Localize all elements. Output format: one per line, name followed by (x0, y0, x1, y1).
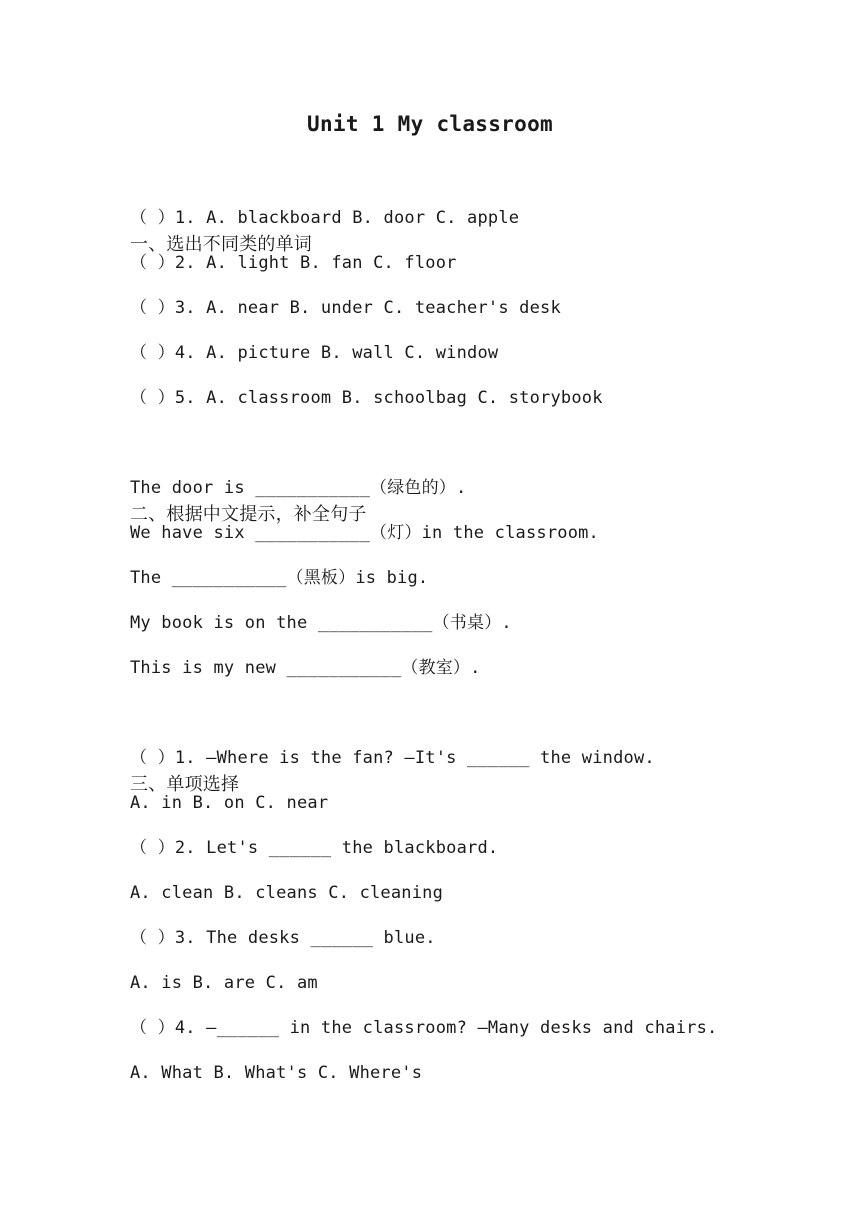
section-2-sentence-3: The ___________（黑板）is big. (130, 568, 429, 588)
section-3-options-3: A. is B. are C. am (130, 973, 318, 993)
section-2-heading: 二、根据中文提示，补全句子 (130, 504, 367, 525)
section-3-question-4: （ ）4. —______ in the classroom? —Many desks and chairs. (130, 1018, 718, 1038)
section-3-heading: 三、单项选择 (130, 774, 240, 795)
page-title: Unit 1 My classroom (307, 112, 553, 136)
section-3-options-2: A. clean B. cleans C. cleaning (130, 883, 444, 903)
section-1-question-5: （ ）5. A. classroom B. schoolbag C. storybook (130, 388, 603, 408)
section-3-options-4: A. What B. What's C. Where's (130, 1063, 423, 1083)
section-2-sentence-1: The door is ___________（绿色的）. (130, 478, 467, 498)
section-1-question-1: （ ）1. A. blackboard B. door C. apple (130, 208, 520, 228)
worksheet-content (130, 155, 830, 1100)
section-1-question-3: （ ）3. A. near B. under C. teacher's desk (130, 298, 561, 318)
section-3-options-1: A. in B. on C. near (130, 793, 329, 813)
section-3-question-2: （ ）2. Let's ______ the blackboard. (130, 838, 499, 858)
section-2-sentence-4: My book is on the ___________（书桌）. (130, 613, 512, 633)
section-3-question-3: （ ）3. The desks ______ blue. (130, 928, 436, 948)
section-3-question-1: （ ）1. —Where is the fan? —It's ______ the window. (130, 748, 655, 768)
section-1-question-4: （ ）4. A. picture B. wall C. window (130, 343, 499, 363)
section-2-sentence-5: This is my new ___________（教室）. (130, 658, 481, 678)
section-1-heading: 一、选出不同类的单词 (130, 234, 312, 255)
section-2-sentence-2: We have six ___________（灯）in the classroom. (130, 523, 599, 543)
section-1-question-2: （ ）2. A. light B. fan C. floor (130, 253, 457, 273)
